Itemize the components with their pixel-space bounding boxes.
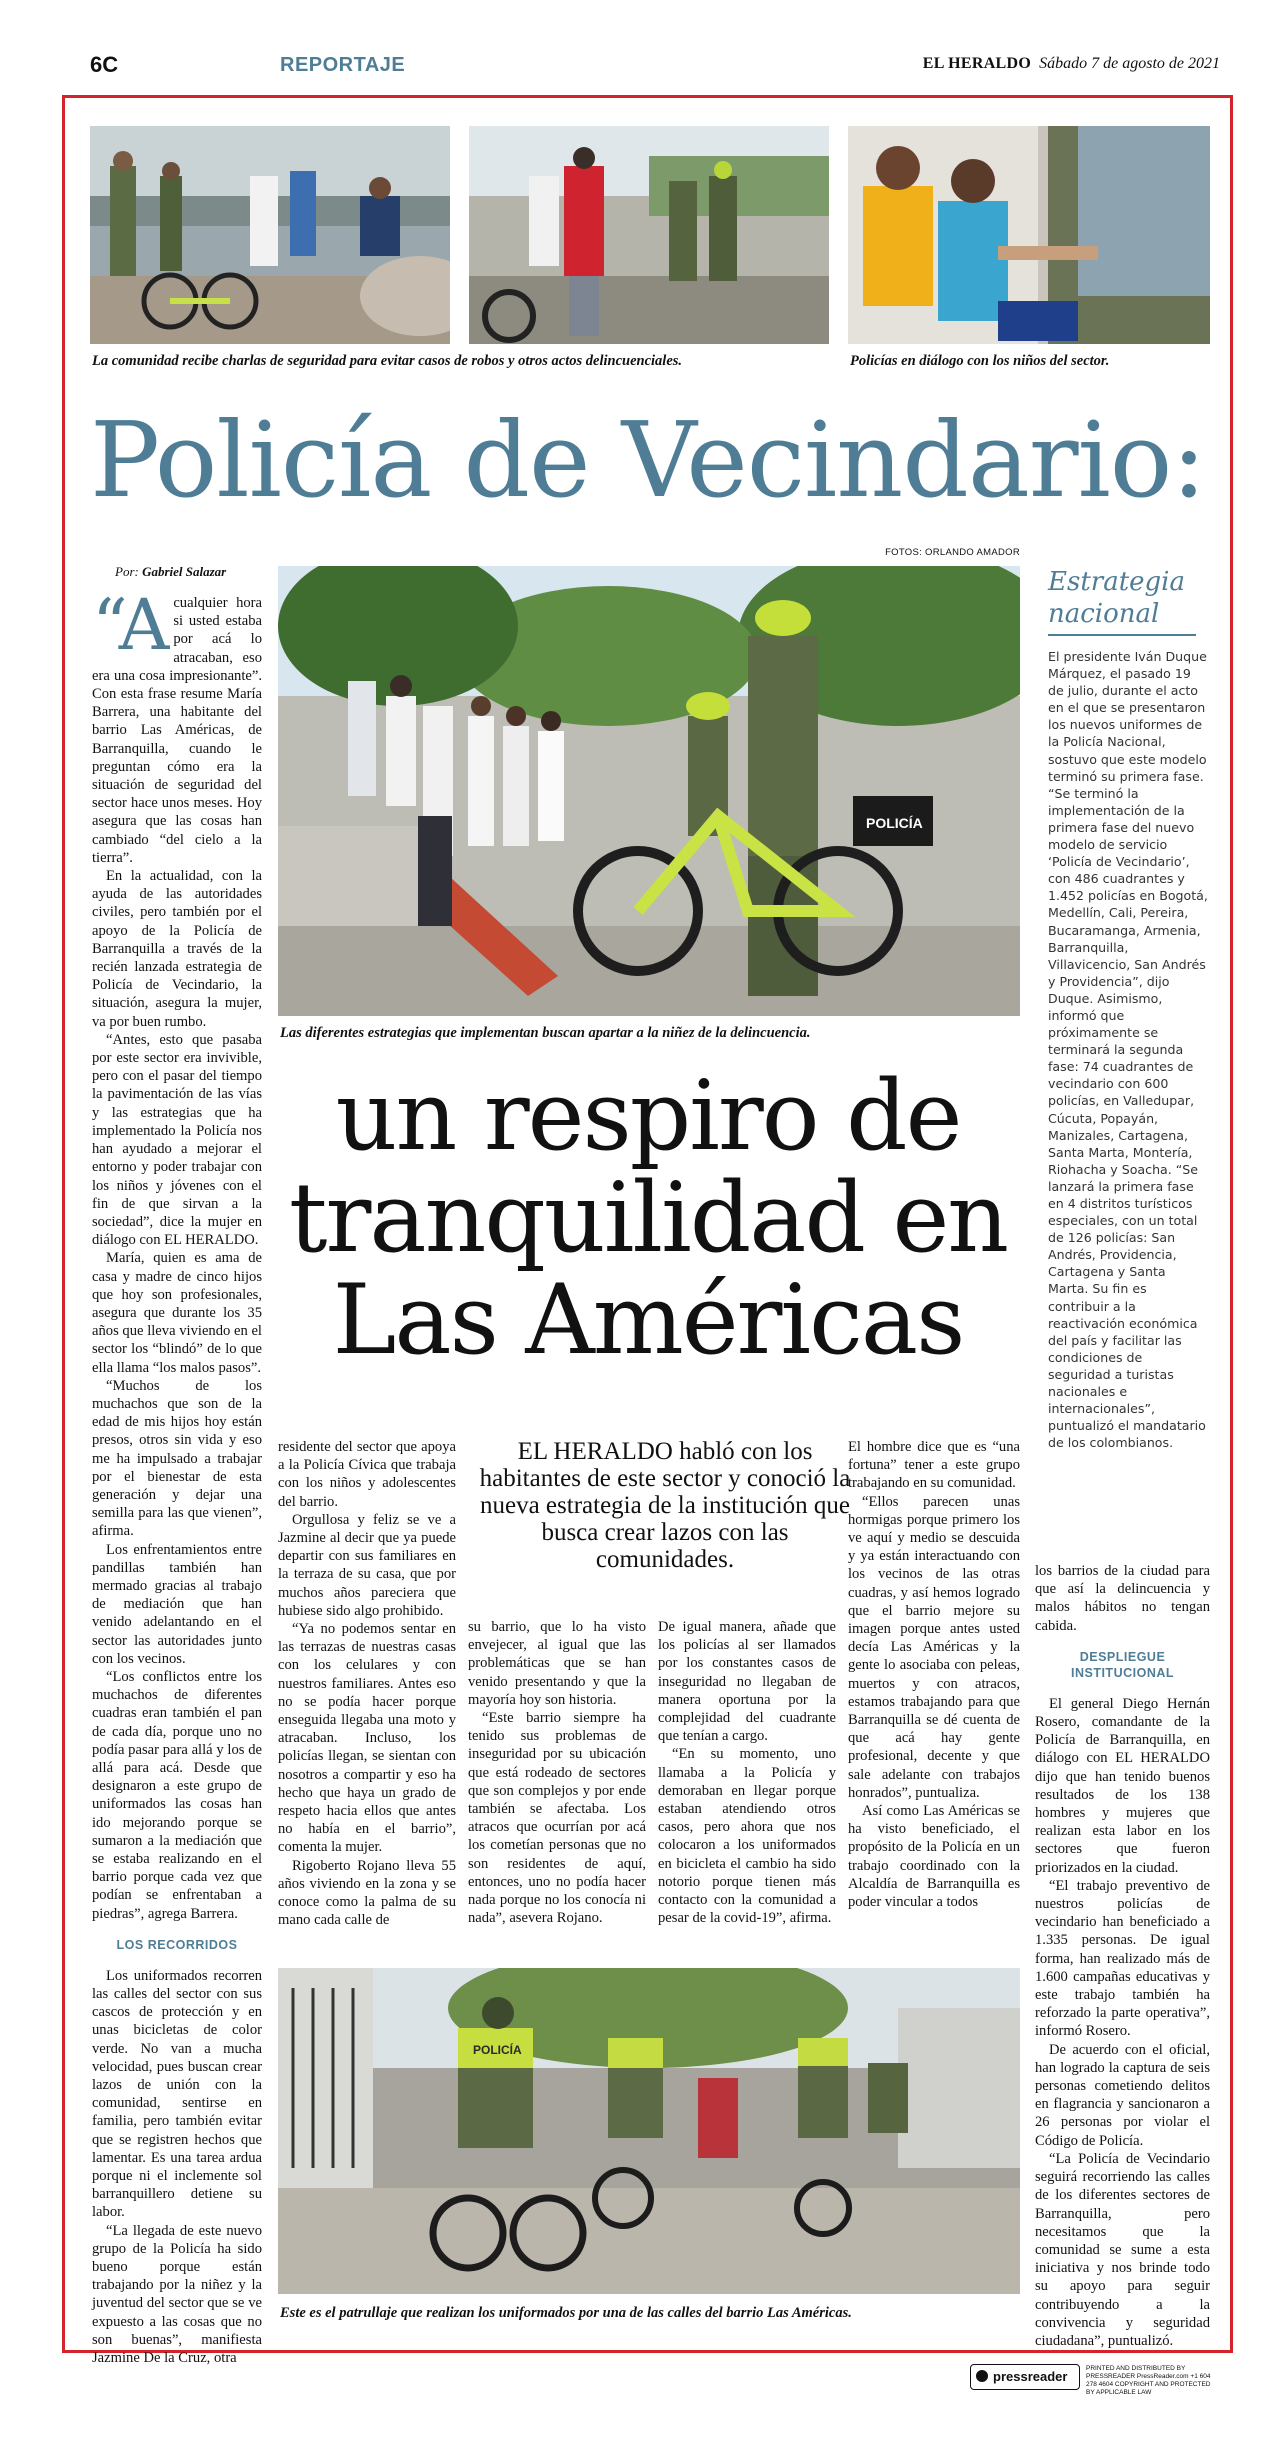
headline-top: Policía de Vecindario: [90, 399, 1206, 521]
col2-p1: residente del sector que apoya a la Policía Cívica que trabaja con los niños y adolescentes del barrio. [278, 1439, 456, 1510]
photo-community-talk-2 [469, 126, 829, 344]
col6-p1: los barrios de la ciudad para que así la delincuencia y malos hábitos no tengan cabida. [1035, 1563, 1210, 1634]
masthead [923, 55, 1220, 73]
col6-p3: “El trabajo preventivo de nuestros policías de vecindario han beneficiado a 1.335 personas. De igual forma, han realizado más de 1.600 campañas educativas y este trabajo también ha reforzado la parte operativa”, informó Rosero. [1035, 1877, 1210, 2040]
col5-p1: El hombre dice que es “una fortuna” tener a este grupo trabajando en su comunidad. [848, 1439, 1020, 1492]
col4-p2: “En su momento, uno llamaba a la Policía y demoraban en llegar porque estaban atendiendo otros casos, pero ahora que nos colocaron a los uniformados en bicicleta el cambio ha sido notorio porque tienen más contacto con la comunidad a pesar de la covid-19”, afirma. [658, 1746, 836, 1927]
photo-main [278, 566, 1020, 1016]
col1-p2: En la actualidad, con la ayuda de las autoridades civiles, pero también por el apoyo de la Policía de Barranquilla a través de la recién lanzada estrategia de Policía de Vecindario, la situación, asegura la mujer, va por buen rumbo. [92, 868, 262, 1030]
col1-p5: “Muchos de los muchachos que son de la edad de mis hijos hoy están presos, otros sin vida y eso me ha impulsado a trabajar por el bienestar de esta generación y dejar una semilla para las que vienen”, afirma. [92, 1377, 262, 1540]
paper-name: EL HERALDO [922, 55, 1032, 72]
sidebar-text: El presidente Iván Duque Márquez, el pasado 19 de julio, durante el acto en el que se presentaron los nuevos uniformes de la Policía Nacional, sostuvo que este modelo terminó su primera fase. “Se terminó la implementación de la primera fase del nuevo modelo de servicio ‘Policía de Vecindario’, con 486 cuadrantes y 1.452 policías en Bogotá, Medellín, Cali, Pereira, Bucaramanga, Armenia, Barranquilla, Villavicencio, San Andrés y Providencia”, dijo Duque. Asimismo, informó que próximamente se terminará la segunda fase: 74 cuadrantes de vecindario con 600 policías, en Valledupar, Cúcuta, Popayán, Manizales, Cartagena, Santa Marta, Montería, Riohacha y Soacha. “Se lanzará la primera fase en 4 distritos turísticos especiales, con un total de 126 policías: San Andrés, Providencia, Cartagena y Santa Marta. Su fin es contribuir a la reactivación económica del país y facilitar las condiciones de seguridad a turistas nacionales e internacionales”, puntualizó el mandatario de los colombianos. [1048, 649, 1208, 1451]
byline [115, 564, 226, 580]
column-5 [848, 1438, 1020, 1911]
photo-community-talk [90, 126, 450, 344]
caption-top-left: La comunidad recibe charlas de seguridad para evitar casos de robos y otros actos delincuenciales. [92, 353, 683, 369]
col4-p1: De igual manera, añade que los policías al ser llamados por los constantes casos de inseguridad no llegaban de manera oportuna por la complejidad del cuadrante que tenían a cargo. [658, 1619, 836, 1745]
pressreader-logo: pressreader [970, 2364, 1080, 2390]
col1-p1-text: cualquier hora si usted estaba por acá lo atracaban, eso era una cosa impresionante”. Con esta frase resume María Barrera, una habitante del barrio Las Américas, de Barranquilla, cuando le preguntan cómo era la situación de seguridad del sector hace unos meses. Hoy asegura que las cosas han cambiado “del cielo a la tierra”. [92, 595, 262, 866]
caption-bottom: Este es el patrullaje que realizan los uniformados por una de las calles del barrio Las Américas. [280, 2305, 852, 2321]
col6-p2: El general Diego Hernán Rosero, comandante de la Policía de Barranquilla, en diálogo con EL HERALDO dijo que han tenido buenos resultados de los 138 hombres y mujeres que realizan esta labor en los sectores que fueron priorizados en la ciudad. [1035, 1695, 1210, 1876]
byline-name: Gabriel Salazar [142, 564, 227, 579]
col3-p1: su barrio, que lo ha visto envejecer, al igual que las problemáticas que se han venido presentando y que la mayoría hoy son historia. [468, 1619, 646, 1708]
caption-main: Las diferentes estrategias que implementan buscan apartar a la niñez de la delincuencia. [280, 1025, 811, 1041]
column-4 [658, 1618, 836, 1927]
column-6 [1035, 1562, 1210, 2350]
col1-p8: Los uniformados recorren las calles del sector con sus cascos de protección y en unas bicicletas de color verde. No van a mucha velocidad, pues buscan crear lazos de unión con la comunidad, sentirse en familia, pero también evitar que se registren hechos que lamentar. Es una tarea ardua porque ni el inclemente sol barranquillero detiene su labor. [92, 1967, 262, 2221]
photo-credit: FOTOS: ORLANDO AMADOR [885, 547, 1020, 558]
photo-patrol [278, 1968, 1020, 2294]
dropcap: “A [92, 584, 170, 666]
col5-p2: “Ellos parecen unas hormigas porque primero los ve aquí y medio se descuida y ya están interactuando con los vecinos de las otras cuadras, y así hemos logrado que el barrio mejore su imagen porque antes usted decía Las Américas y la gente lo asociaba con peleas, muertos y con atracos, estamos trabajando para que Barranquilla se dé cuenta de que acá hay gente profesional, decente y que sale adelante con trabajos honrados”, puntualiza. [848, 1493, 1020, 1801]
col6-p4: De acuerdo con el oficial, han logrado la captura de seis personas cometiendo delitos en flagrancia y sancionaron a 26 personas por violar el Código de Policía. [1035, 2041, 1210, 2149]
subhead-recorridos: LOS RECORRIDOS [116, 1937, 238, 1952]
deck: EL HERALDO habló con los habitantes de este sector y conoció la nueva estrategia de la institución que busca crear lazos con las comunidades. [479, 1438, 851, 1573]
col2-p3: “Ya no podemos sentar en las terrazas de nuestras casas con los celulares y con nuestros familiares. Antes eso no se podía hacer porque enseguida llegaba una moto y atracaban. Incluso, los policías llegan, se sientan con nosotros a compartir y eso ha hecho que haya un grado de respeto hacia ellos que antes no había en el barrio”, comenta la mujer. [278, 1621, 456, 1856]
sidebar-title: Estrategia nacional [1048, 567, 1185, 629]
col1-p1 [92, 584, 262, 867]
col6-p5: “La Policía de Vecindario seguirá recorriendo las calles de los diferentes sectores de Barranquilla, pero necesitamos que la comunidad se sume a esta iniciativa y nos brinde todo su apoyo para seguir contribuyendo a la convivencia y seguridad ciudadana”, puntualizó. [1035, 2150, 1210, 2349]
sidebar-rule [1048, 634, 1196, 636]
col5-p3: Así como Las Américas se ha visto beneficiado, el propósito de la Policía en un trabajo coordinado con la Alcaldía de Barranquilla es poder vincular a todos [848, 1803, 1020, 1911]
col1-p9: “La llegada de este nuevo grupo de la Policía ha sido bueno porque están trabajando por la niñez y la juventud del sector que se ve expuesto a las cosas que no son buenas”, manifiesta Jazmine De la Cruz, otra [92, 2222, 262, 2367]
column-2 [278, 1438, 456, 1929]
col1-p6: Los enfrentamientos entre pandillas también han mermado gracias al trabajo de mediación que han venido adelantando en el sector las autoridades junto con los vecinos. [92, 1541, 262, 1667]
pressreader-notice: PRINTED AND DISTRIBUTED BY PRESSREADER PressReader.com +1 604 278 4604 COPYRIGHT AND PROTECTED BY APPLICABLE LAW [1086, 2365, 1211, 2396]
subhead-despliegue: DESPLIEGUE INSTITUCIONAL [1070, 1649, 1175, 1680]
col1-p7: “Los conflictos entre los muchachos de diferentes cuadras eran también el pan de cada día, porque uno no podía pasar para allá y los de allá para acá. Desde que designaron a este grupo de uniformados las cosas han ido mejorando porque se sumaron a la mediación que se estaba realizando en el barrio porque cada vez que podían se enfrentaban a piedras”, agrega Barrera. [92, 1668, 262, 1922]
col2-p4: Rigoberto Rojano lleva 55 años viviendo en la zona y se conoce como la palma de su mano cada calle de [278, 1857, 456, 1929]
column-1 [92, 584, 262, 2367]
col1-p4: María, quien es ama de casa y madre de cinco hijos que hoy son profesionales, asegura que durante los 35 años que lleva viviendo en el sector los “blindó” de lo que ella llama “los malos pasos”. [92, 1250, 262, 1376]
photo-police-children [848, 126, 1210, 344]
vest-label: POLICÍA [473, 2043, 522, 2057]
headline-main: un respiro de tranquilidad en Las Américas [288, 1060, 1008, 1376]
col1-p3: “Antes, esto que pasaba por este sector era invivible, pero con el pasar del tiempo la pavimentación de las vías y las estrategias que ha implementado la Policía nos han ayudado a mejorar el entorno y poder trabajar con los niños y jóvenes con el fin de que sirvan a la sociedad”, dice la mujer en diálogo con EL HERALDO. [92, 1031, 262, 1249]
col3-p2: “Este barrio siempre ha tenido sus problemas de inseguridad por su ubicación que está rodeado de sectores que son complejos y por ende también se afectaba. Los atracos que ocurrían por acá los cometían personas que no son residentes de aquí, entonces, uno no podía hacer nada porque no los conocía ni nada”, asevera Rojano. [468, 1710, 646, 1927]
caption-top-right: Policías en diálogo con los niños del sector. [850, 353, 1110, 369]
pressreader-footer [970, 2362, 1220, 2394]
police-box-label: POLICÍA [866, 815, 923, 831]
col2-p2: Orgullosa y feliz se ve a Jazmine al decir que ya puede departir con sus familiares en la terraza de su casa, que por muchos años pareciera que hubiese sido algo prohibido. [278, 1511, 456, 1619]
byline-prefix: Por: [115, 564, 139, 579]
page-header [90, 52, 1220, 80]
section-label: REPORTAJE [280, 54, 406, 76]
issue-date: Sábado 7 de agosto de 2021 [1039, 55, 1220, 72]
column-3 [468, 1618, 646, 1927]
page-number: 6C [90, 52, 119, 77]
